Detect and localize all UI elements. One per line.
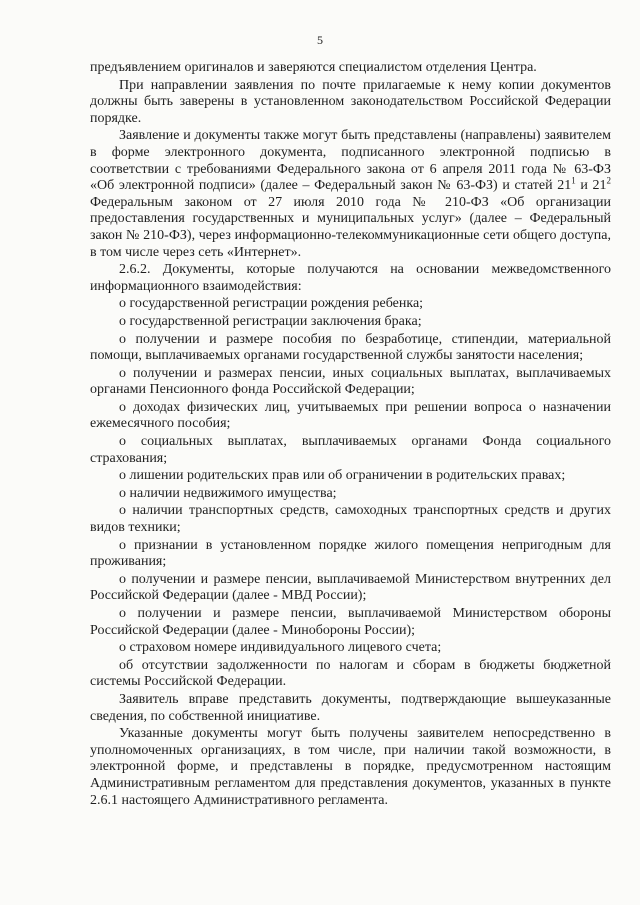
- page-number: 5: [317, 33, 323, 47]
- list-item: о страховом номере индивидуального лицевого счета;: [119, 640, 442, 656]
- list-item: о получении и размере пенсии, выплачиваемой Министерством обороны Российской Федерации (далее - Минобороны России);: [90, 606, 611, 638]
- section-heading-2-6-2: 2.6.2. Документы, которые получаются на основании межведомственного информационного взаимодействия:: [90, 262, 611, 294]
- list-item: о лишении родительских прав или об ограничении в родительских правах;: [119, 468, 566, 484]
- paragraph-continuation: предъявлением оригиналов и заверяются специалистом отделения Центра.: [90, 60, 537, 75]
- paragraph-electronic-submission: [90, 128, 611, 261]
- list-item: о получении и размерах пенсии, иных социальных выплатах, выплачиваемых органами Пенсионного фонда Российской Федерации;: [90, 365, 611, 398]
- list-item: о наличии транспортных средств, самоходных транспортных средств и других видов техники;: [90, 503, 611, 536]
- list-item: о признании в установленном порядке жилого помещения непригодным для проживания;: [90, 537, 611, 570]
- superscript: 2: [606, 175, 611, 186]
- list-item: об отсутствии задолженности по налогам и сборам в бюджеты бюджетной системы Российской Федерации.: [90, 657, 611, 690]
- superscript: 1: [571, 175, 576, 186]
- list-item: о наличии недвижимого имущества;: [119, 485, 337, 501]
- paragraph-mail-copies: При направлении заявления по почте прилагаемые к нему копии документов должны быть заверены в установленном законодательством Российской Федерации порядке.: [90, 77, 611, 126]
- list-item: о социальных выплатах, выплачиваемых органами Фонда социального страхования;: [90, 434, 611, 466]
- list-item: о получении и размере пенсии, выплачиваемой Министерством внутренних дел Российской Федерации (далее - МВД России);: [90, 571, 611, 604]
- list-item: о государственной регистрации заключения брака;: [119, 313, 422, 329]
- paragraph-text: Федеральным законом от 27 июля 2010 года № 210-ФЗ «Об организации предоставления государственных и муниципальных услуг» (далее – Федеральный закон № 210-ФЗ), через информационно-телекоммуникационные сети общего доступа, в том числе через сеть «Интернет».: [90, 194, 611, 260]
- list-item: о доходах физических лиц, учитываемых при решении вопроса о назначении ежемесячного пособия;: [90, 399, 611, 432]
- list-item: о получении и размере пособия по безработице, стипендии, материальной помощи, выплачиваемых органами государственной службы занятости населения;: [90, 331, 611, 364]
- paragraph-text: и 21: [575, 178, 607, 194]
- paragraph-own-initiative: Заявитель вправе представить документы, подтверждающие вышеуказанные сведения, по собственной инициативе.: [90, 691, 611, 724]
- list-item: о государственной регистрации рождения ребенка;: [119, 296, 424, 312]
- paragraph-text: Заявление и документы также могут быть представлены (направлены) заявителем в форме электронного документа, подписанного электронной подписью в соответствии с требованиями Федерального закона от 6 апреля 2011 года № 63-ФЗ «Об электронной подписи» (далее – Федеральный закон № 63-ФЗ) и статей 21: [90, 128, 611, 194]
- paragraph-documents-obtained: Указанные документы могут быть получены заявителем непосредственно в уполномоченных организациях, в том числе, при наличии такой возможности, в электронной форме, и представлены в порядке, предусмотренном настоящим Административным регламентом для представления документов, указанных в пункте 2.6.1 настоящего Административного регламента.: [90, 726, 611, 808]
- document-body: [90, 60, 611, 809]
